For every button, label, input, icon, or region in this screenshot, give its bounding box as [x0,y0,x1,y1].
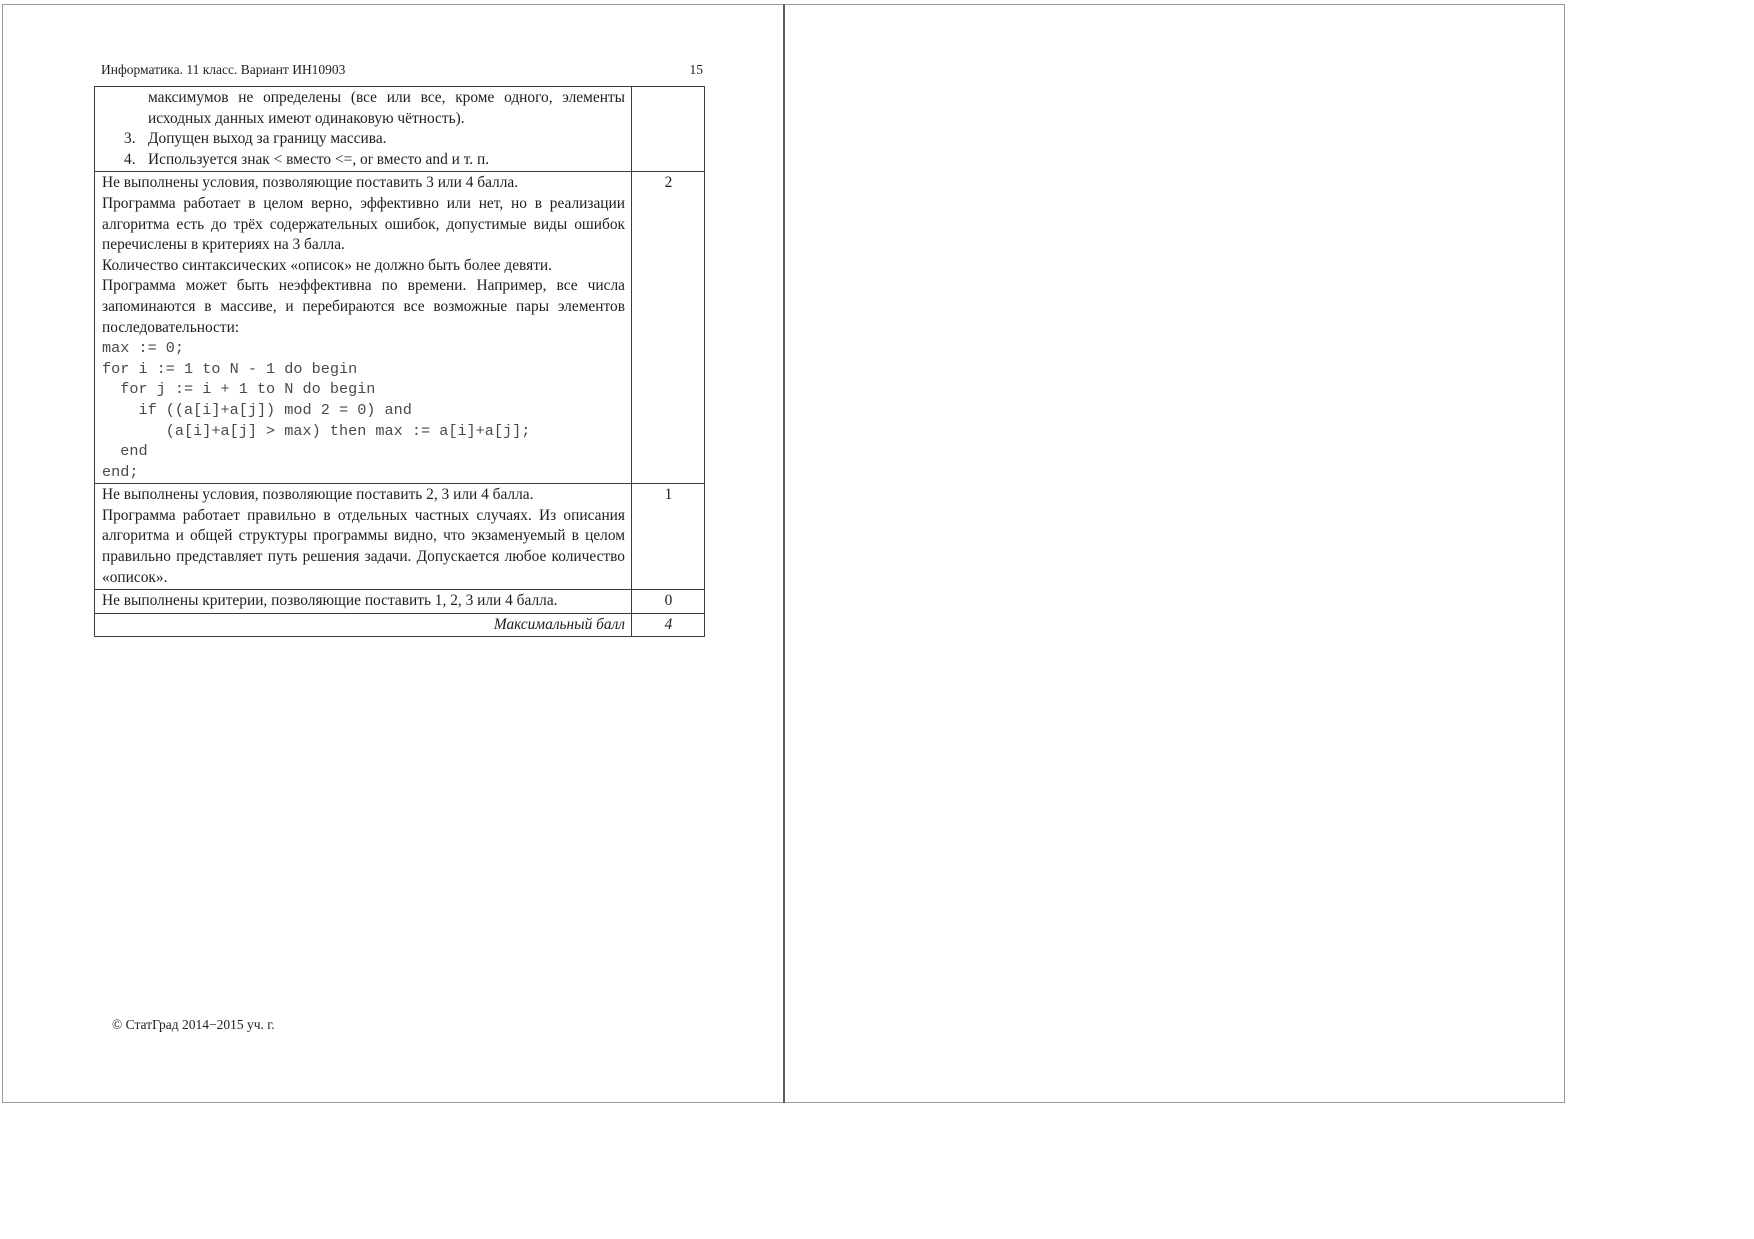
list-item-text: Используется знак < вместо <=, or вместо and и т. п. [148,150,490,168]
criterion-paragraph: Не выполнены условия, позволяющие поставить 3 или 4 балла. [102,174,519,192]
max-score-value: 4 [632,613,705,637]
criterion-description [95,484,632,590]
criterion-description [95,87,632,172]
criterion-paragraph: Программа работает правильно в отдельных частных случаях. Из описания алгоритма и общей структуры программы видно, что экзаменуемый в целом правильно представляет путь решения задачи. Допускается любое количество «описок». [102,506,625,586]
list-item [102,150,625,171]
header-title: Информатика. 11 класс. Вариант ИН10903 [101,62,346,77]
table-row [95,87,705,172]
table-row [95,484,705,590]
criterion-paragraph: Программа работает в целом верно, эффективно или нет, но в реализации алгоритма есть до трёх содержательных ошибок, допустимые виды ошибок перечислены в критериях на 3 балла. [102,194,625,254]
table-row [95,172,705,484]
criteria-table [94,86,705,637]
list-item [102,129,625,150]
list-item-number: 3. [124,130,136,148]
criterion-description [95,590,632,614]
page-divider [783,4,785,1103]
score-cell: 1 [632,484,705,590]
criterion-paragraph: Программа может быть неэффективна по времени. Например, все числа запоминаются в массиве, и перебираются все возможные пары элементов последовательности: [102,277,625,336]
max-score-row [95,613,705,637]
score-cell: 2 [632,172,705,484]
copyright-footer: © СтатГрад 2014−2015 уч. г. [112,1017,275,1032]
criterion-list [102,88,625,170]
max-score-label: Максимальный балл [95,613,632,637]
criterion-paragraph: Не выполнены условия, позволяющие поставить 2, 3 или 4 балла. [102,486,534,504]
table-row [95,590,705,614]
score-cell [632,87,705,172]
score-cell: 0 [632,590,705,614]
list-item-number: 4. [124,150,136,168]
criterion-paragraph: Не выполнены критерии, позволяющие поставить 1, 2, 3 или 4 балла. [102,592,558,610]
list-item-continued: максимумов не определены (все или все, кроме одного, элементы исходных данных имеют одинаковую чётность). [148,89,625,127]
criterion-paragraph: Количество синтаксических «описок» не должно быть более девяти. [102,256,553,274]
criterion-description [95,172,632,484]
list-item-text: Допущен выход за границу массива. [148,130,387,148]
page-number: 15 [689,62,703,77]
code-example: max := 0; for i := 1 to N - 1 do begin for j := i + 1 to N do begin if ((a[i]+a[j]) mod 2 = 0) and (a[i]+a[j] > max) then max := a[i]+a[j]; end end; [102,339,531,481]
running-header [101,62,703,80]
